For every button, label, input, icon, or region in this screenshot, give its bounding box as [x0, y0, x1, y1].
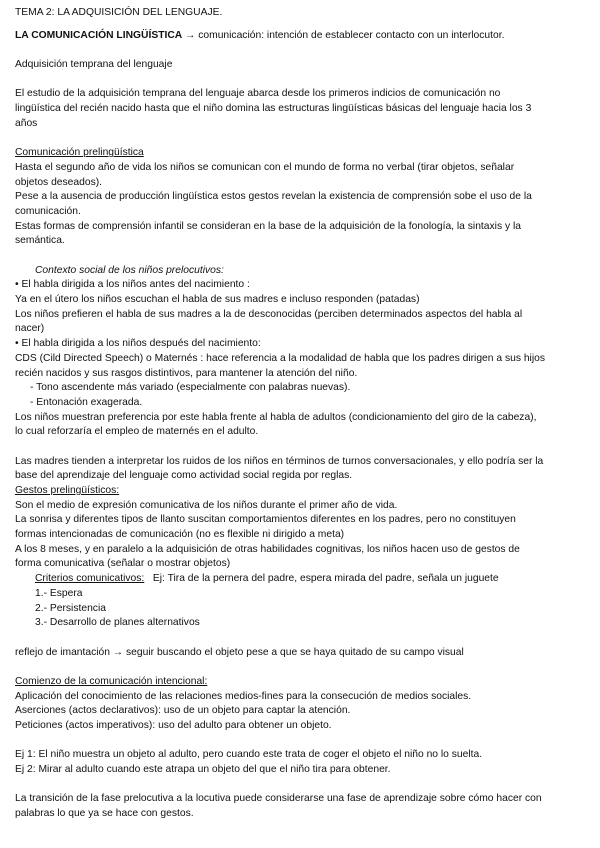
- criteria-item: 3.- Desarrollo de planes alternativos: [35, 617, 200, 629]
- document-page: [15, 6, 590, 822]
- mothers-line: base del aprendizaje del lenguaje como actividad social regida por reglas.: [15, 470, 353, 482]
- gestures-line: A los 8 meses, y en paralelo a la adquisición de otras habilidades cognitivas, los niños hacen uso de gestos de: [15, 543, 520, 555]
- gestures-line: formas intencionadas de comunicación (no es flexible ni dirigido a meta): [15, 529, 345, 541]
- context-line: lo cual reforzaría el empleo de maternés en el adulto.: [15, 426, 259, 438]
- intro-line: años: [15, 117, 38, 129]
- definition-line: [15, 29, 590, 44]
- prelinguistic-line: comunicación.: [15, 205, 81, 217]
- criteria-item: 1.- Espera: [35, 587, 83, 599]
- intentional-line: Aserciones (actos declarativos): uso de un objeto para captar la atención.: [15, 705, 351, 717]
- intentional-line: Aplicación del conocimiento de las relaciones medios-fines para la consecución de medios sociales.: [15, 690, 472, 702]
- cds-feature-item: - Entonación exagerada.: [30, 396, 143, 408]
- prelinguistic-line: Estas formas de comprensión infantil se consideran en la base de la adquisición de la fonología, la sintaxis y la: [15, 220, 521, 232]
- prelinguistic-line: Hasta el segundo año de vida los niños se comunican con el mundo de forma no verbal (tirar objetos, señalar: [15, 161, 515, 173]
- context-line: Los niños muestran preferencia por este habla frente al habla de adultos (condicionamiento del giro de la cabeza),: [15, 411, 537, 423]
- document-title: TEMA 2: LA ADQUISICIÓN DEL LENGUAJE.: [15, 7, 223, 18]
- prelinguistic-line: Pese a la ausencia de producción lingüística estos gestos revelan la existencia de comprensión sobe el uso de la: [15, 191, 532, 203]
- context-line: nacer): [15, 323, 45, 335]
- criteria-label: Criterios comunicativos:: [35, 573, 145, 585]
- conclusion-line: La transición de la fase prelocutiva a la locutiva puede considerarse una fase de aprendizaje sobre cómo hacer con: [15, 793, 542, 805]
- early-acquisition-heading: Adquisición temprana del lenguaje: [15, 59, 173, 71]
- context-line: CDS (Cild Directed Speech) o Maternés : hace referencia a la modalidad de habla que los padres dirigen a sus hijos: [15, 352, 546, 364]
- context-line: Ya en el útero los niños escuchan el habla de sus madres e incluso responden (patadas): [15, 294, 420, 306]
- example-line: Ej 1: El niño muestra un objeto al adulto, pero cuando este trata de coger el objeto el niño no lo suelta.: [15, 749, 483, 761]
- context-line: Los niños prefieren el habla de sus madres a la de desconocidas (perciben determinados aspectos del habla al: [15, 308, 523, 320]
- gestures-line: forma comunicativa (señalar o mostrar objetos): [15, 558, 231, 570]
- criteria-line: [15, 572, 590, 587]
- intentional-line: Peticiones (actos imperativos): uso del adulto para obtener un objeto.: [15, 720, 332, 731]
- example-line: Ej 2: Mirar al adulto cuando este atrapa un objeto del que el niño tira para obtener.: [15, 764, 391, 776]
- reflex-line: reflejo de imantación → seguir buscando el objeto pese a que se haya quitado de su campo visual: [15, 646, 464, 658]
- intro-line: lingüística del recién nacido hasta que el niño domina las estructuras lingüísticas básicas del lenguaje hacia los 3: [15, 103, 532, 115]
- intentional-heading: Comienzo de la comunicación intencional:: [15, 675, 208, 687]
- context-line: recién nacidos y sus rasgos distintivos, para mantener la atención del niño.: [15, 367, 358, 379]
- gestures-line: Son el medio de expresión comunicativa de los niños durante el primer año de vida.: [15, 499, 398, 511]
- gestures-heading: Gestos prelingüísticos:: [15, 485, 120, 496]
- prelinguistic-line: objetos deseados).: [15, 176, 103, 188]
- mothers-line: Las madres tienden a interpretar los ruidos de los niños en términos de turnos conversacionales, y ello podría ser la: [15, 455, 544, 467]
- conclusion-line: palabras lo que ya se hace con gestos.: [15, 808, 194, 820]
- definition-text: → comunicación: intención de establecer contacto con un interlocutor.: [182, 29, 505, 41]
- social-context-heading: Contexto social de los niños prelocutivos:: [35, 264, 224, 276]
- gestures-line: La sonrisa y diferentes tipos de llanto suscitan comportamientos diferentes en los padres, pero no constituyen: [15, 514, 516, 526]
- context-line: • El habla dirigida a los niños después del nacimiento:: [15, 338, 261, 350]
- context-line: • El habla dirigida a los niños antes del nacimiento :: [15, 279, 250, 291]
- prelinguistic-line: semántica.: [15, 235, 65, 247]
- prelinguistic-heading: Comunicación prelingüística: [15, 147, 144, 159]
- definition-term: LA COMUNICACIÓN LINGÜÍSTICA: [15, 29, 183, 41]
- criteria-item: 2.- Persistencia: [35, 602, 106, 614]
- cds-feature-item: - Tono ascendente más variado (especialmente con palabras nuevas).: [30, 382, 351, 394]
- intro-line: El estudio de la adquisición temprana del lenguaje abarca desde los primeros indicios de comunicación no: [15, 88, 501, 100]
- criteria-example: Ej: Tira de la pernera del padre, espera mirada del padre, señala un juguete: [144, 573, 499, 585]
